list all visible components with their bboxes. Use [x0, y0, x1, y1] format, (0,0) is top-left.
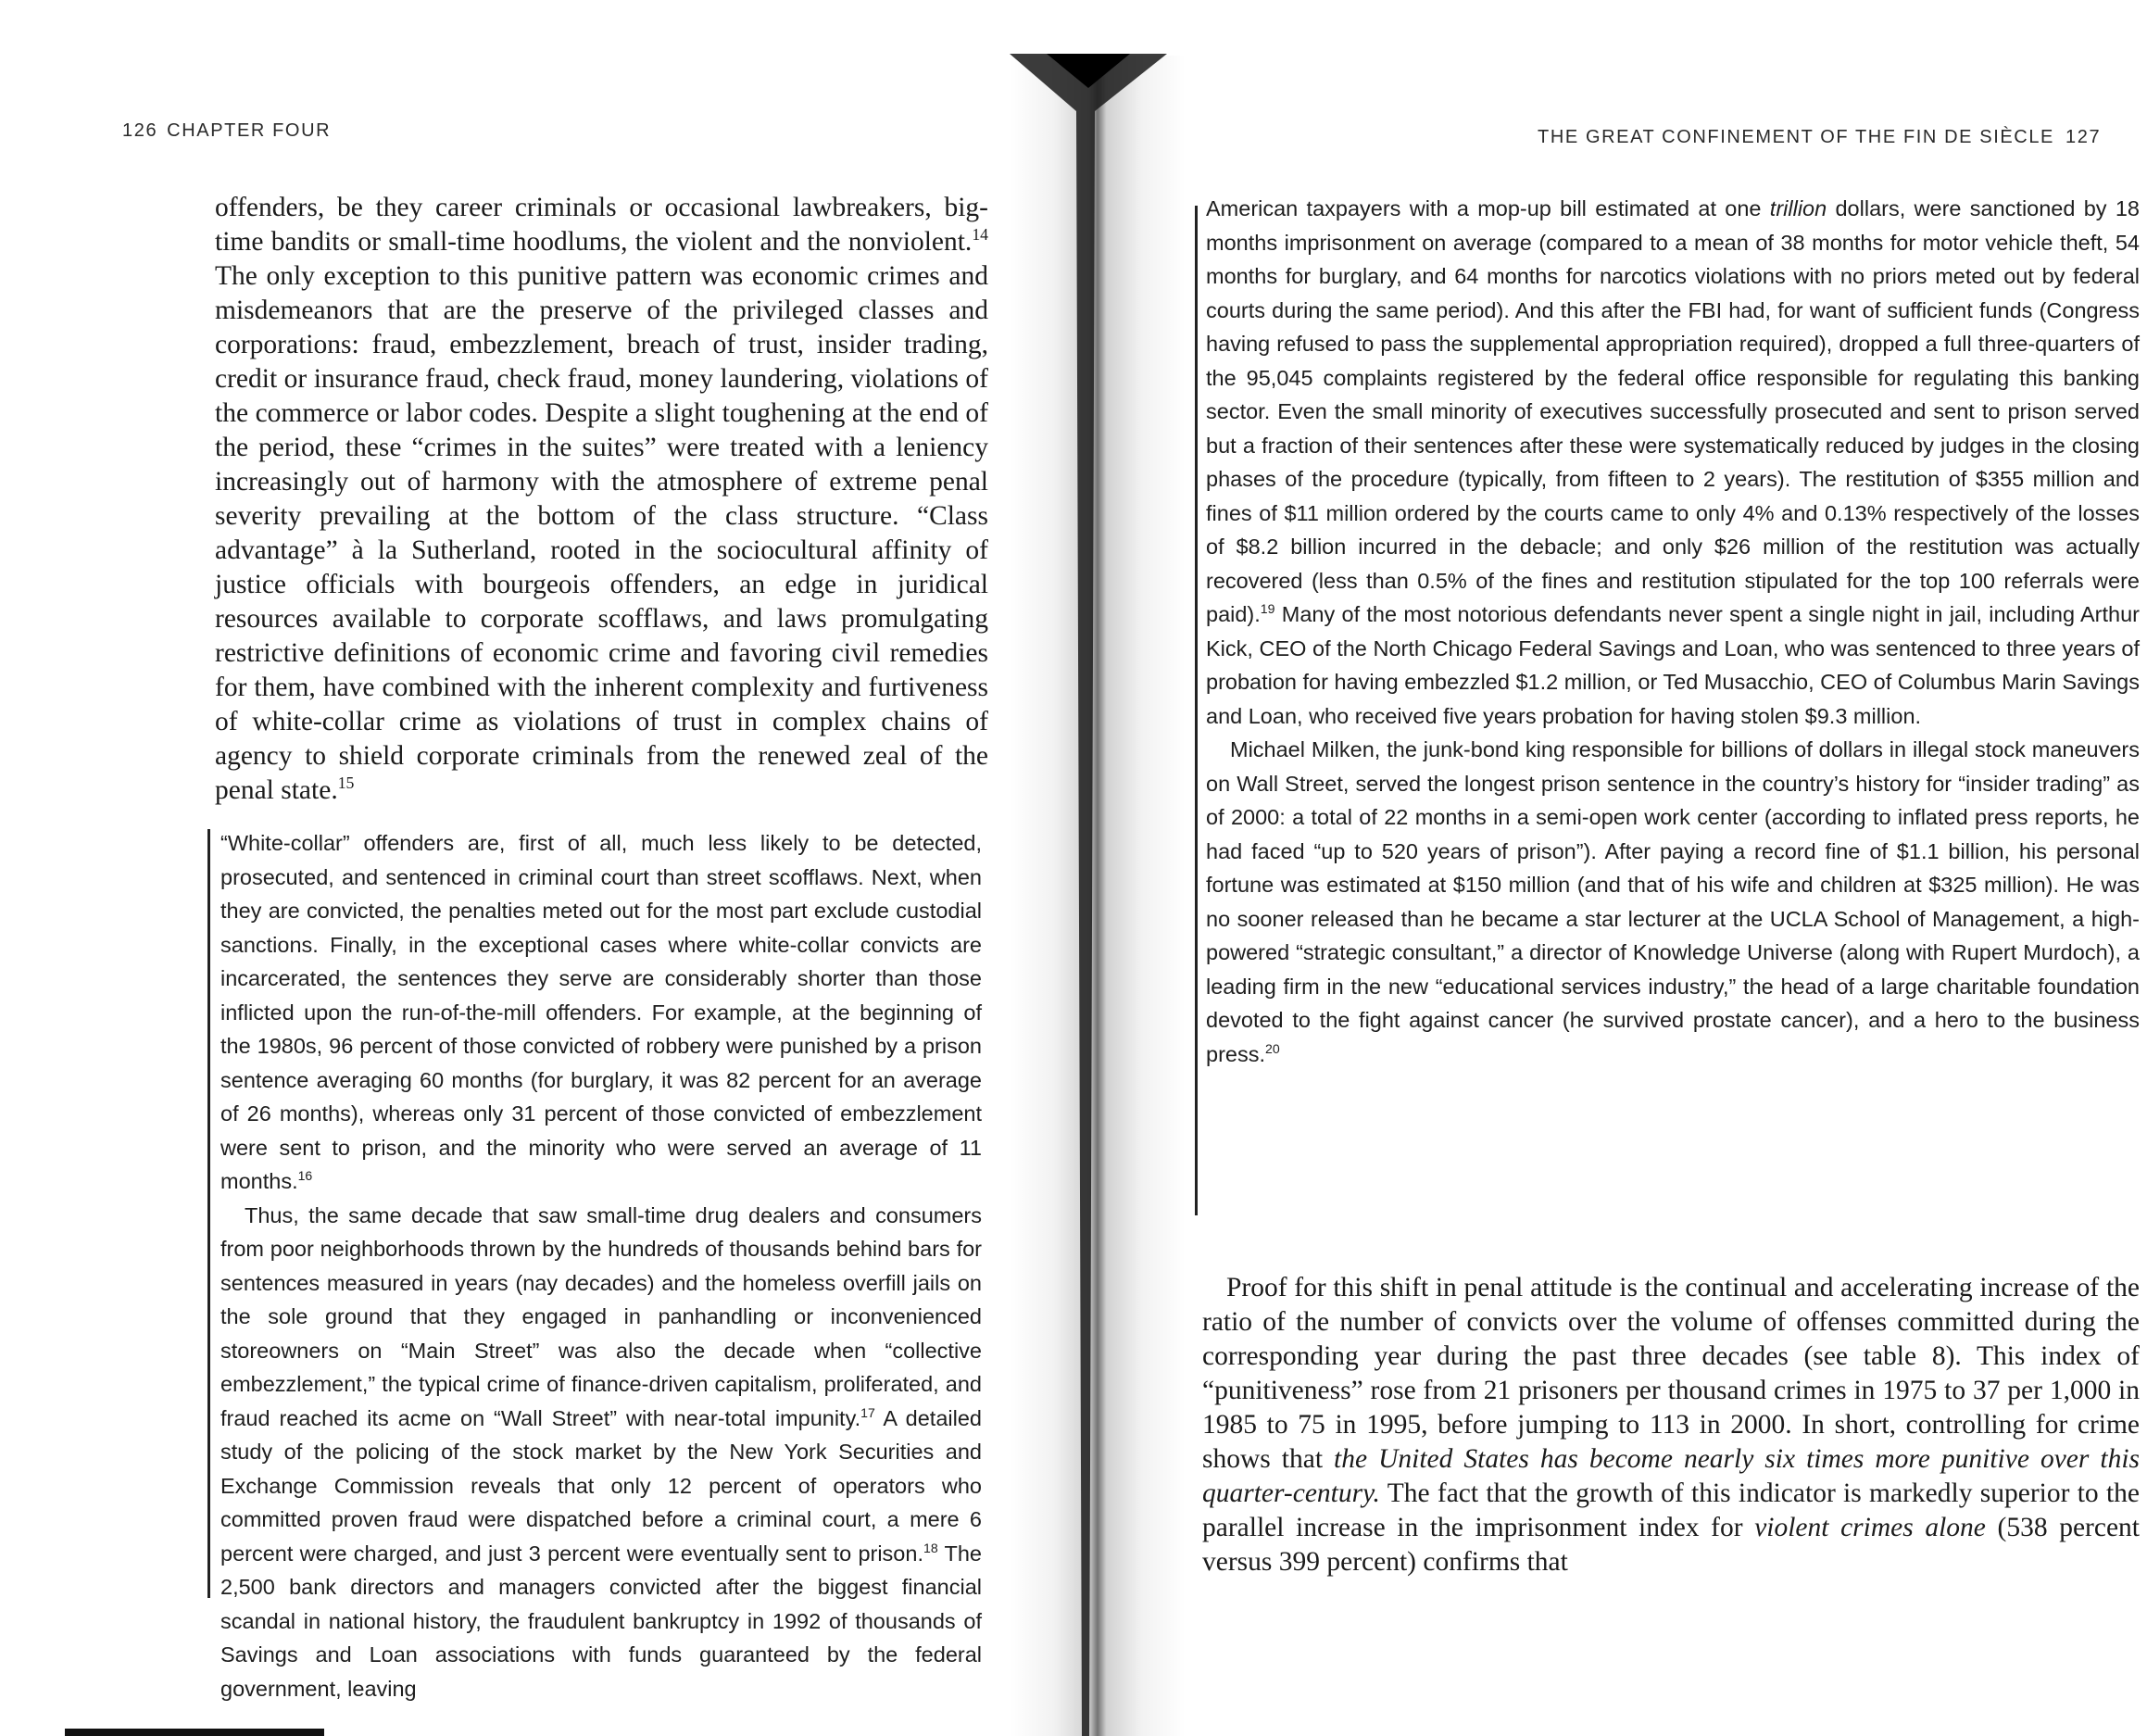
- extract-paragraph: [220, 1199, 982, 1706]
- extract-rule-right: [1195, 206, 1198, 1215]
- paragraph-text: The only exception to this punitive pattern was economic crimes and misdemeanors that are the preserve of the privileged classes and corporations: fraud, embezzlement, breach of trust, insider trading, credit or insurance fraud, check fraud, money laundering, violations of the commerce or labor codes. Despite a slight toughening at the end of the period, these “crimes in the suites” were treated with a leniency increasingly out of harmony with the atmosphere of extreme penal severity prevailing at the bottom of the class structure. “Class advantage” à la Sutherland, rooted in the sociocultural affinity of justice officials with bourgeois offenders, an edge in juridical resources available to corporate scofflaws, and laws promulgating restrictive definitions of economic crime and favoring civil remedies for them, have combined with the inherent complexity and furtiveness of white-collar crime as violations of trust in complex chains of agency to shield corporate criminals from the renewed zeal of the penal state.: [215, 261, 988, 805]
- scan-edge-mark: [65, 1729, 324, 1736]
- extract-text: A detailed study of the policing of the stock market by the New York Securities and Exchange Commission reveals that only 12 percent of operators who committed proven fraud were dispatched before a criminal court, a mere 6 percent were charged, and just 3 percent were eventually sent to prison.: [220, 1405, 982, 1566]
- extract-rule-left: [207, 829, 210, 1598]
- footnote-ref: 14: [972, 225, 988, 245]
- extract-text: Thus, the same decade that saw small-time drug dealers and consumers from poor neighborhoods thrown by the hundreds of thousands behind bars for sentences measured in years (nay decades) and the homeless overfill jails on the sole ground that they engaged in panhandling or inconvenienced storeowners on “Main Street” was also the decade when “collective embezzlement,” the typical crime of finance-driven capitalism, proliferated, and fraud reached its acme on “Wall Street” with near-total impunity.: [220, 1202, 982, 1430]
- extract-text: Many of the most notorious defendants never spent a single night in jail, including Arthur Kick, CEO of the North Chicago Federal Savings and Loan, who was sentenced to three years of probation for having embezzled $1.2 million, or Ted Musacchio, CEO of Columbus Marin Savings and Loan, who received five years probation for having stolen $9.3 million.: [1206, 602, 2140, 728]
- extract-text: American taxpayers with a mop-up bill estimated at one: [1206, 196, 1770, 220]
- page-number-right: 127: [2065, 127, 2102, 147]
- extract-text: “White-collar” offenders are, first of all, much less likely to be detected, prosecuted, and sentenced in criminal court than street scofflaws. Next, when they are convicted, the penalties meted out for the most part exclude custodial sanctions. Finally, in the exceptional cases where white-collar convicts are incarcerated, the sentences they serve are considerably shorter than those inflicted upon the run-of-the-mill offenders. For example, at the beginning of the 1980s, 96 percent of those convicted of robbery were punished by a prison sentence averaging 60 months (for burglary, it was 82 percent for an average of 26 months), whereas only 31 percent of those convicted of embezzlement were sent to prison, and the minority who were served an average of 11 months.: [220, 831, 982, 1193]
- extract-italic: trillion: [1769, 196, 1827, 220]
- extract-block-right: [1206, 192, 2140, 1071]
- extract-text: dollars, were sanctioned by 18 months imprisonment on average (compared to a mean of 38 months for motor vehicle theft, 54 months for burglary, and 64 months for narcotics violations with no priors meted out by federal courts during the same period). And this after the FBI had, for want of sufficient funds (Congress having refused to pass the supplemental appropriation required), dropped a full three-quarters of the 95,045 complaints registered by the federal office responsible for regulating this banking sector. Even the small minority of executives successfully prosecuted and sent to prison served but a fraction of their sentences after these were systematically reduced by judges in the closing phases of the procedure (typically, from fifteen to 2 years). The restitution of $355 million and fines of $11 million ordered by the courts came to only 4% and 0.13% respectively of the losses of $8.2 billion incurred in the debacle; and only $26 million of the restitution was actually recovered (less than 0.5% of the fines and restitution stipulated for the top 100 referrals were paid).: [1206, 196, 2140, 626]
- paragraph-text: (538 percent versus 399 percent) confirms that: [1202, 1513, 2140, 1577]
- chapter-title-right: THE GREAT CONFINEMENT OF THE FIN DE SIÈCLE: [1538, 127, 2055, 147]
- extract-paragraph: [220, 826, 982, 1199]
- chapter-title: CHAPTER FOUR: [167, 120, 332, 141]
- footnote-ref: 17: [860, 1404, 875, 1420]
- footnote-ref: 19: [1260, 601, 1275, 617]
- footnote-ref: 16: [297, 1168, 313, 1184]
- running-head-right: [1538, 127, 2101, 148]
- extract-text: Michael Milken, the junk-bond king responsible for billions of dollars in illegal stock maneuvers on Wall Street, served the longest prison sentence in the country’s history for “insider trading” as of 2000: a total of 22 months in a semi-open work center (according to inflated press reports, he had faced “up to 520 years of prison”). After paying a record fine of $1.1 billion, his personal fortune was estimated at $150 million (and that of his wife and children at $325 million). He was no sooner released than he became a star lecturer at the UCLA School of Management, a high-powered “strategic consultant,” a director of Knowledge Universe (along with Rupert Murdoch), a leading firm in the new “educational services industry,” the head of a large charitable foundation devoted to the fight against cancer (he survived prostate cancer), and a hero to the business press.: [1206, 737, 2140, 1066]
- extract-block-left: [220, 826, 982, 1705]
- extract-paragraph: [1206, 192, 2140, 733]
- left-page: [0, 0, 1019, 1736]
- right-page: [1149, 0, 2147, 1736]
- footnote-ref: 20: [1265, 1040, 1280, 1056]
- body-paragraph-left: [215, 191, 988, 808]
- paragraph-italic: the United States has become nearly six times more punitive over this quarter-century.: [1202, 1444, 2140, 1508]
- running-head-left: [122, 120, 331, 142]
- footnote-ref: 18: [923, 1540, 938, 1555]
- paragraph-text: The fact that the growth of this indicator is markedly superior to the parallel increase in the imprisonment index for: [1202, 1478, 2140, 1542]
- page-number-left: 126: [122, 120, 158, 141]
- extract-paragraph: [1206, 733, 2140, 1071]
- footnote-ref: 15: [337, 774, 355, 793]
- paragraph-italic: violent crimes alone: [1754, 1513, 1986, 1542]
- paragraph-text: Proof for this shift in penal attitude is the continual and accelerating increase of the ratio of the number of convicts over the volume of offenses committed during the corresponding year during the past three decades (see table 8). This index of “punitiveness” rose from 21 prisoners per thousand crimes in 1975 to 37 per 1,000 in 1985 to 75 in 1995, before jumping to 113 in 2000. In short, controlling for crime shows that: [1202, 1273, 2140, 1474]
- body-paragraph-right: [1202, 1271, 2140, 1579]
- extract-text: The 2,500 bank directors and managers convicted after the biggest financial scandal in national history, the fraudulent bankruptcy in 1992 of thousands of Savings and Loan associations with funds guaranteed by the federal government, leaving: [220, 1541, 982, 1701]
- paragraph-text: offenders, be they career criminals or occasional lawbreakers, big-time bandits or small-time hoodlums, the violent and the nonviolent.: [215, 193, 988, 257]
